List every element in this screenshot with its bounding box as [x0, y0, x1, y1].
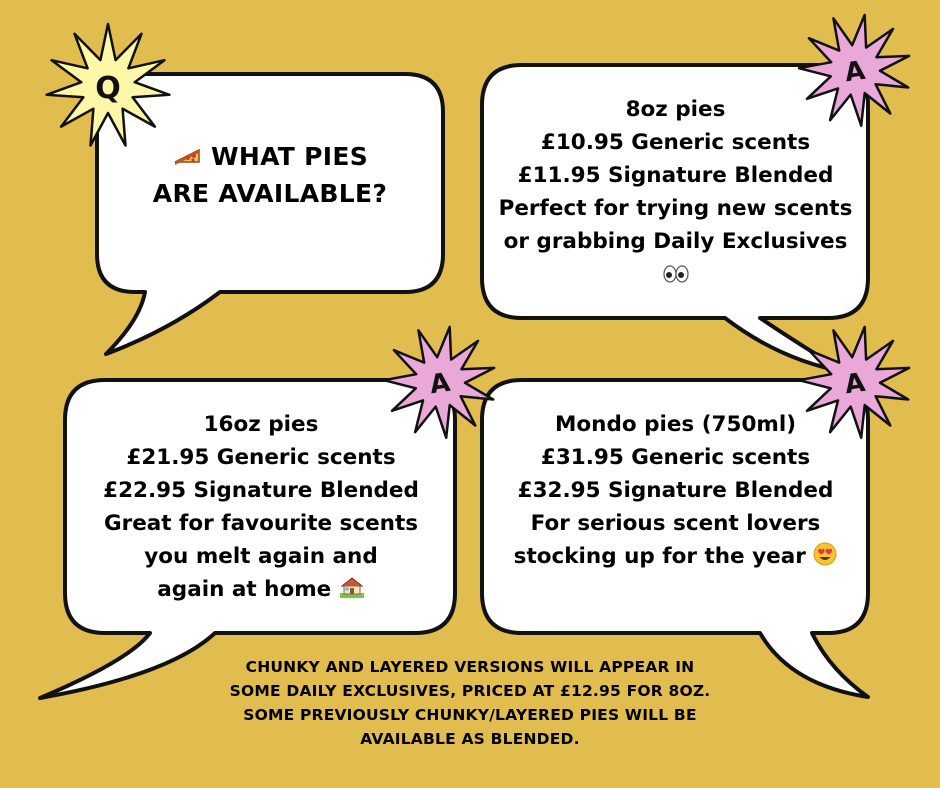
answer-badge-1-letter: A: [842, 55, 868, 89]
answer-16oz-text: [72, 408, 450, 606]
eyes-icon: [662, 264, 690, 284]
answer-16oz-line-2: £21.95 Generic scents: [126, 445, 396, 470]
answer-8oz-line-3: £11.95 Signature Blended: [517, 163, 834, 188]
question-line-1: [105, 138, 435, 175]
answer-8oz-line-2: £10.95 Generic scents: [540, 130, 811, 155]
question-line-2: ARE AVAILABLE?: [152, 179, 388, 208]
answer-8oz-line-6: [488, 258, 863, 291]
answer-16oz-line-6: [72, 573, 450, 606]
answer-mondo-line-5-text: stocking up for the year: [513, 544, 806, 569]
answer-mondo-line-2: £31.95 Generic scents: [540, 445, 811, 470]
answer-badge-2-letter: A: [427, 367, 453, 401]
answer-mondo-line-1: Mondo pies (750ml): [554, 412, 797, 437]
question-line-1-text: WHAT PIES: [210, 142, 369, 171]
answer-badge-3-letter: A: [842, 367, 868, 401]
answer-16oz-line-1: 16oz pies: [203, 412, 319, 437]
answer-mondo-line-4: For serious scent lovers: [530, 511, 821, 536]
answer-16oz-line-3: £22.95 Signature Blended: [103, 478, 419, 503]
answer-mondo-text: [488, 408, 863, 573]
answer-16oz-line-6-text: again at home: [157, 577, 332, 602]
question-badge-letter: Q: [95, 71, 121, 106]
answer-mondo-line-5: [488, 540, 863, 573]
answer-8oz-line-4: Perfect for trying new scents: [498, 196, 853, 221]
answer-16oz-line-4: Great for favourite scents: [103, 511, 419, 536]
house-icon: [339, 575, 365, 599]
answer-8oz-line-5: or grabbing Daily Exclusives: [503, 229, 848, 254]
footer-note-line-2: SOME DAILY EXCLUSIVES, PRICED AT £12.95 FOR 8OZ.: [229, 682, 711, 700]
footer-note-line-4: AVAILABLE AS BLENDED.: [360, 730, 580, 748]
answer-mondo-line-3: £32.95 Signature Blended: [517, 478, 834, 503]
pie-icon: [172, 142, 202, 168]
heart-eyes-icon: [813, 542, 837, 566]
answer-16oz-line-5: you melt again and: [144, 544, 378, 569]
answer-8oz-text: [488, 93, 863, 291]
footer-note-line-1: CHUNKY AND LAYERED VERSIONS WILL APPEAR IN: [245, 658, 695, 676]
footer-note-line-3: SOME PREVIOUSLY CHUNKY/LAYERED PIES WILL BE: [243, 706, 697, 724]
answer-8oz-line-1: 8oz pies: [625, 97, 726, 122]
footer-note: [190, 655, 750, 751]
question-text: [105, 138, 435, 212]
